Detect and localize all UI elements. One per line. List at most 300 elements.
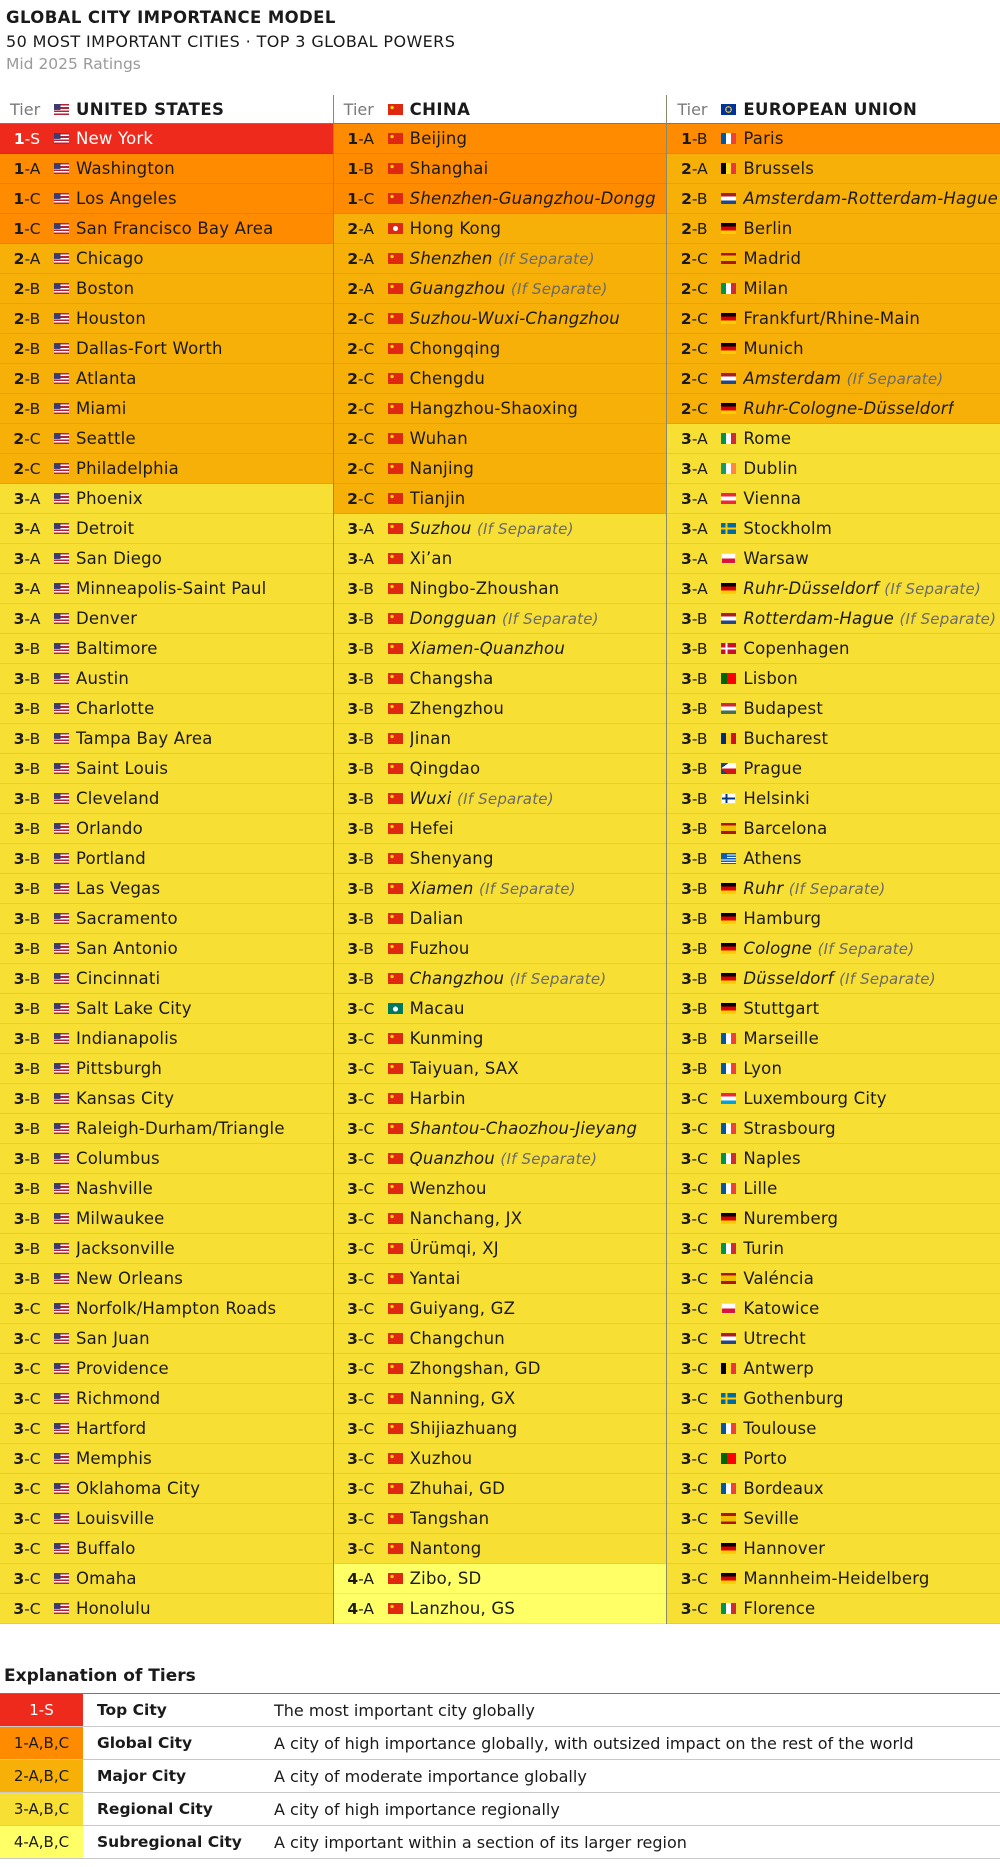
city-label: Ruhr-Cologne-Düsseldorf (743, 399, 954, 418)
flag-icon (54, 793, 76, 804)
table-row (0, 1564, 333, 1594)
city-label: Helsinki (743, 789, 810, 808)
table-row (334, 304, 667, 334)
city-label: Shijiazhuang (409, 1419, 518, 1438)
flag-icon (54, 1033, 76, 1044)
city-name (410, 1239, 499, 1258)
table-row (0, 664, 333, 694)
table-row (667, 154, 1000, 184)
tier-value: 3-C (680, 1299, 708, 1318)
city-note: (If Separate) (839, 970, 936, 988)
table-row (334, 634, 667, 664)
table-row (0, 1414, 333, 1444)
table-row (667, 1444, 1000, 1474)
tier-value: 3-C (680, 1389, 708, 1408)
flag-icon (721, 973, 743, 984)
table-row (0, 1294, 333, 1324)
city-name (76, 1329, 150, 1348)
explanation-title: Explanation of Tiers (4, 1666, 196, 1686)
city-name (743, 309, 920, 328)
table-row (667, 184, 1000, 214)
city-label: Oklahoma City (76, 1479, 201, 1498)
table-row (0, 694, 333, 724)
city-label: New Orleans (76, 1269, 184, 1288)
tier-value: 1-C (347, 189, 375, 208)
table-row (667, 1054, 1000, 1084)
city-label: Cincinnati (76, 969, 161, 988)
tier-badge: 4-A,B,C (0, 1826, 83, 1858)
flag-icon (388, 223, 410, 234)
flag-icon (721, 853, 743, 864)
city-label: Jinan (409, 729, 452, 748)
table-row (667, 874, 1000, 904)
tier-value: 3-B (347, 639, 374, 658)
city-name (410, 849, 494, 868)
city-name (743, 399, 953, 418)
tier-description: The most important city globally (274, 1700, 535, 1720)
tier-value: 3-C (680, 1119, 708, 1138)
flag-icon (388, 1063, 410, 1074)
legend-row (0, 1760, 1000, 1793)
tier-value: 3-B (347, 669, 374, 688)
table-row (334, 1474, 667, 1504)
city-label: Zhuhai, GD (409, 1479, 506, 1498)
flag-icon (721, 1393, 743, 1404)
city-label: Norfolk/Hampton Roads (76, 1299, 277, 1318)
city-label: Turin (743, 1239, 785, 1258)
table-row (0, 1354, 333, 1384)
flag-icon (721, 883, 743, 894)
city-label: Honolulu (76, 1599, 151, 1618)
flag-icon (721, 1003, 743, 1014)
tier-value: 3-B (347, 789, 374, 808)
table-row (0, 844, 333, 874)
tier-description: A city important within a section of its larger region (274, 1832, 687, 1852)
flag-icon (388, 1333, 410, 1344)
city-label: Tangshan (409, 1509, 490, 1528)
flag-icon (388, 343, 410, 354)
table-row (334, 994, 667, 1024)
tier-value: 3-C (13, 1599, 41, 1618)
tier-value: 3-B (13, 789, 41, 808)
ratings-date: Mid 2025 Ratings (6, 55, 141, 73)
flag-icon (721, 1453, 743, 1464)
city-name (410, 1269, 461, 1288)
table-row (334, 874, 667, 904)
table-row (0, 364, 333, 394)
city-name (743, 1389, 843, 1408)
table-row (334, 364, 667, 394)
table-row (667, 784, 1000, 814)
tier-value: 3-B (681, 609, 708, 628)
flag-icon (388, 793, 410, 804)
flag-icon (721, 1183, 743, 1194)
flag-icon (388, 1573, 410, 1584)
city-label: Suzhou (409, 519, 472, 538)
city-label: Orlando (76, 819, 143, 838)
tier-value: 3-B (13, 939, 41, 958)
tier-value: 2-B (13, 339, 41, 358)
city-label: Denver (76, 609, 138, 628)
flag-icon (721, 823, 743, 834)
city-name (76, 669, 129, 688)
city-name (76, 1479, 200, 1498)
flag-icon (721, 1123, 743, 1134)
flag-icon (54, 523, 76, 534)
city-label: Stuttgart (743, 999, 820, 1018)
tier-value: 3-C (680, 1509, 708, 1528)
city-name (743, 1509, 799, 1528)
city-label: Salt Lake City (76, 999, 192, 1018)
tier-value: 3-B (347, 939, 374, 958)
flag-icon (721, 1513, 743, 1524)
tier-value: 3-B (347, 909, 374, 928)
flag-icon (388, 1123, 410, 1134)
table-row (334, 1264, 667, 1294)
table-row (667, 934, 1000, 964)
tier-value: 3-B (13, 699, 41, 718)
table-row (0, 1594, 333, 1624)
table-row (0, 1024, 333, 1054)
flag-icon (721, 193, 743, 204)
city-name (76, 1089, 174, 1108)
city-label: Hangzhou-Shaoxing (409, 399, 579, 418)
table-row (334, 574, 667, 604)
table-row (667, 454, 1000, 484)
flag-icon (54, 100, 76, 119)
city-note: (If Separate) (501, 610, 599, 628)
table-row (667, 904, 1000, 934)
flag-icon (388, 1033, 410, 1044)
table-row (334, 544, 667, 574)
table-row (334, 1294, 667, 1324)
flag-icon (388, 433, 410, 444)
city-name (76, 849, 146, 868)
table-row (0, 394, 333, 424)
flag-icon (54, 583, 76, 594)
table-row (334, 904, 667, 934)
city-name (76, 789, 160, 808)
city-name (76, 819, 143, 838)
city-label: Hong Kong (409, 219, 502, 238)
city-name (76, 279, 134, 298)
city-label: Wenzhou (409, 1179, 487, 1198)
flag-icon (388, 763, 410, 774)
city-label: Zhongshan, GD (409, 1359, 541, 1378)
table-row (667, 844, 1000, 874)
tier-value: 3-B (681, 729, 708, 748)
city-label: San Diego (76, 549, 163, 568)
city-name (76, 309, 146, 328)
tier-value: 3-B (681, 639, 708, 658)
table-row (667, 1534, 1000, 1564)
city-label: Rome (743, 429, 792, 448)
flag-icon (388, 1543, 410, 1554)
city-name (410, 1479, 505, 1498)
flag-icon (388, 1603, 410, 1614)
city-label: Toulouse (743, 1419, 817, 1438)
tier-badge: 1-S (0, 1694, 83, 1726)
flag-icon (721, 1063, 743, 1074)
city-name (76, 1299, 276, 1318)
city-label: Lille (743, 1179, 778, 1198)
city-name (410, 249, 595, 268)
tier-value: 3-B (681, 849, 708, 868)
city-label: San Francisco Bay Area (76, 219, 274, 238)
tier-value: 3-A (681, 579, 708, 598)
city-name (743, 339, 803, 358)
city-name (743, 999, 819, 1018)
city-label: Chongqing (409, 339, 501, 358)
city-label: Detroit (76, 519, 135, 538)
tier-value: 3-C (680, 1239, 708, 1258)
tier-value: 3-B (13, 1059, 41, 1078)
table-row (667, 1294, 1000, 1324)
city-name (410, 1149, 597, 1168)
tier-badge: 3-A,B,C (0, 1793, 83, 1825)
tier-value: 3-B (681, 669, 708, 688)
table-row (334, 1384, 667, 1414)
tier-value: 3-B (681, 879, 708, 898)
city-name (410, 1179, 487, 1198)
city-label: Memphis (76, 1449, 152, 1468)
city-label: Dallas-Fort Worth (76, 339, 223, 358)
table-row (0, 1084, 333, 1114)
city-label: Athens (743, 849, 802, 868)
flag-icon (721, 1603, 743, 1614)
table-row (0, 814, 333, 844)
city-label: Raleigh-Durham/Triangle (76, 1119, 285, 1138)
flag-icon (54, 493, 76, 504)
city-name (743, 1179, 777, 1198)
power-name: UNITED STATES (76, 99, 225, 119)
city-name (410, 1509, 490, 1528)
table-row (334, 214, 667, 244)
city-name (743, 279, 788, 298)
table-row (334, 1144, 667, 1174)
tier-value: 2-C (347, 489, 375, 508)
city-name (743, 819, 827, 838)
table-row (334, 1564, 667, 1594)
city-label: Nashville (76, 1179, 153, 1198)
city-name (410, 1359, 541, 1378)
table-row (667, 544, 1000, 574)
table-row (334, 1444, 667, 1474)
city-label: Paris (743, 129, 784, 148)
city-note: (If Separate) (476, 520, 574, 538)
city-note: (If Separate) (899, 610, 997, 628)
table-row (0, 1324, 333, 1354)
tier-value: 2-B (13, 279, 41, 298)
city-name (743, 1239, 784, 1258)
city-label: Shantou-Chaozhou-Jieyang (409, 1119, 638, 1138)
flag-icon (721, 583, 743, 594)
city-label: Brussels (743, 159, 815, 178)
table-row (334, 184, 667, 214)
flag-icon (54, 973, 76, 984)
tier-value: 3-B (13, 909, 41, 928)
flag-icon (721, 253, 743, 264)
city-name (743, 1089, 886, 1108)
table-row (667, 1414, 1000, 1444)
tier-value: 2-A (13, 249, 41, 268)
city-label: Ningbo-Zhoushan (409, 579, 560, 598)
city-name (76, 429, 136, 448)
city-label: Wuxi (409, 789, 452, 808)
city-name (76, 579, 266, 598)
city-label: Suzhou-Wuxi-Changzhou (409, 309, 620, 328)
flag-icon (54, 763, 76, 774)
table-row (667, 754, 1000, 784)
city-label: Phoenix (76, 489, 143, 508)
city-name (76, 1509, 154, 1528)
city-name (76, 339, 223, 358)
city-label: Philadelphia (76, 459, 179, 478)
city-name (76, 1029, 178, 1048)
city-name (410, 579, 560, 598)
table-row (334, 694, 667, 724)
tier-value: 3-B (681, 1029, 708, 1048)
flag-icon (721, 763, 743, 774)
table-row (0, 1054, 333, 1084)
flag-icon (54, 1153, 76, 1164)
city-name (410, 819, 454, 838)
table-row (0, 214, 333, 244)
city-name (76, 219, 273, 238)
table-row (667, 514, 1000, 544)
city-label: Lisbon (743, 669, 798, 688)
city-name (743, 1419, 816, 1438)
city-name (76, 999, 192, 1018)
tier-value: 3-C (347, 999, 375, 1018)
flag-icon (721, 793, 743, 804)
flag-icon (388, 1483, 410, 1494)
table-row (667, 1564, 1000, 1594)
city-label: Beijing (409, 129, 468, 148)
table-row (0, 454, 333, 484)
tier-value: 3-B (13, 1209, 41, 1228)
table-row (667, 994, 1000, 1024)
city-name (743, 129, 783, 148)
tier-value: 3-C (680, 1089, 708, 1108)
tier-value: 3-B (13, 969, 41, 988)
city-label: Chicago (76, 249, 144, 268)
tier-value: 3-B (13, 1149, 41, 1168)
city-name (410, 759, 481, 778)
tier-value: 3-B (347, 699, 374, 718)
tier-value: 3-C (347, 1419, 375, 1438)
tier-value: 3-C (347, 1449, 375, 1468)
city-name (743, 519, 832, 538)
table-row (667, 1114, 1000, 1144)
flag-icon (54, 823, 76, 834)
city-label: Miami (76, 399, 127, 418)
city-label: San Juan (76, 1329, 150, 1348)
flag-icon (721, 283, 743, 294)
city-label: Tianjin (409, 489, 466, 508)
table-row (334, 1084, 667, 1114)
tier-value: 3-C (680, 1539, 708, 1558)
tier-value: 2-C (347, 369, 375, 388)
city-label: Nuremberg (743, 1209, 839, 1228)
city-name (76, 1059, 162, 1078)
legend-row (0, 1694, 1000, 1727)
flag-icon (54, 1123, 76, 1134)
tier-value: 2-C (347, 309, 375, 328)
flag-icon (54, 1423, 76, 1434)
flag-icon (388, 1453, 410, 1464)
city-name (76, 369, 137, 388)
city-label: Dongguan (409, 609, 497, 628)
flag-icon (721, 1363, 743, 1374)
tier-value: 2-C (347, 459, 375, 478)
city-label: Pittsburgh (76, 1059, 163, 1078)
table-row (334, 124, 667, 154)
city-name (410, 1119, 638, 1138)
table-row (334, 1234, 667, 1264)
flag-icon (388, 853, 410, 864)
city-name (410, 729, 451, 748)
city-name (76, 1419, 146, 1438)
city-label: Minneapolis-Saint Paul (76, 579, 267, 598)
table-row (334, 724, 667, 754)
tier-value: 3-C (347, 1479, 375, 1498)
tier-value: 3-B (13, 1239, 41, 1258)
table-row (667, 124, 1000, 154)
tier-value: 2-A (681, 159, 708, 178)
tier-value: 3-C (680, 1449, 708, 1468)
flag-icon (721, 100, 743, 119)
tier-value: 2-A (347, 219, 374, 238)
city-label: Houston (76, 309, 146, 328)
tier-value: 2-C (347, 429, 375, 448)
tier-value: 3-C (13, 1329, 41, 1348)
flag-icon (54, 1183, 76, 1194)
city-label: Xiamen (409, 879, 474, 898)
tier-value: 3-B (13, 1179, 41, 1198)
city-name (743, 489, 801, 508)
tier-value: 3-A (681, 549, 708, 568)
city-name (76, 759, 168, 778)
tier-value: 3-C (13, 1479, 41, 1498)
city-label: Nantong (409, 1539, 482, 1558)
table-row (0, 304, 333, 334)
city-name (76, 879, 160, 898)
tier-name: Global City (97, 1734, 193, 1752)
flag-icon (721, 223, 743, 234)
flag-icon (54, 1513, 76, 1524)
city-label: Hamburg (743, 909, 822, 928)
power-name: CHINA (409, 99, 471, 119)
legend-row (0, 1826, 1000, 1859)
flag-icon (388, 1093, 410, 1104)
tier-value: 3-B (13, 1029, 41, 1048)
flag-icon (54, 163, 76, 174)
tier-value: 2-A (347, 249, 374, 268)
city-label: Boston (76, 279, 135, 298)
city-name (410, 519, 574, 538)
flag-icon (388, 913, 410, 924)
tier-value: 3-C (680, 1419, 708, 1438)
city-name (76, 549, 162, 568)
city-label: Madrid (743, 249, 802, 268)
flag-icon (388, 523, 410, 534)
city-label: Guangzhou (409, 279, 506, 298)
city-label: Stockholm (743, 519, 833, 538)
city-label: Richmond (76, 1389, 161, 1408)
city-label: Nanjing (409, 459, 475, 478)
city-name (76, 489, 143, 508)
